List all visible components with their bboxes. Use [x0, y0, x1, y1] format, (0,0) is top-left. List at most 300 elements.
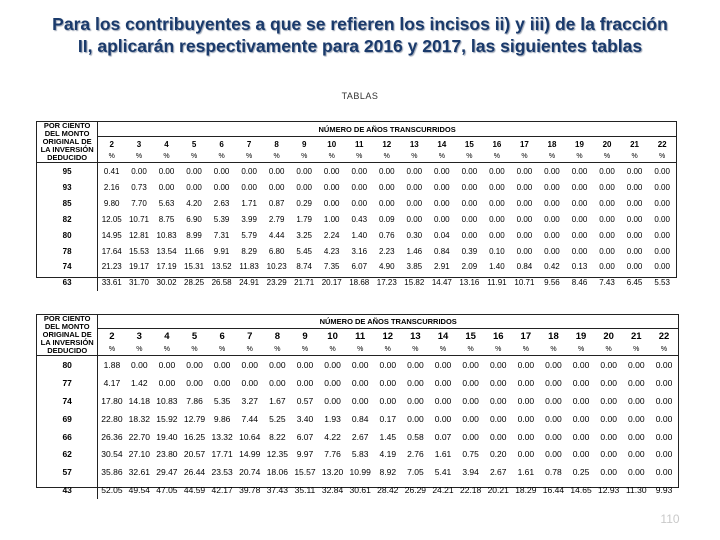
value-cell: 1.93: [324, 413, 341, 424]
value-cell: 6.80: [268, 246, 285, 256]
value-cell: 0.00: [626, 230, 643, 240]
value-cell: 0.00: [462, 413, 479, 424]
value-cell: 0.00: [489, 413, 507, 424]
unit-header: %: [540, 345, 568, 356]
value-cell: 0.00: [378, 182, 395, 192]
value-cell: 0.00: [655, 467, 673, 478]
value-cell: 0.00: [324, 378, 341, 389]
unit-header: %: [457, 345, 485, 356]
value-cell: 3.99: [241, 214, 257, 224]
value-cell: 8.29: [241, 246, 257, 256]
value-cell: 15.31: [184, 262, 205, 272]
value-cell: 0.00: [296, 182, 312, 192]
value-cell: 0.00: [545, 413, 562, 424]
value-cell: 0.00: [572, 378, 590, 389]
value-cell: 0.00: [407, 378, 424, 389]
table-row: [37, 481, 678, 499]
value-cell: 15.53: [128, 246, 150, 256]
unit-header: %: [567, 345, 595, 356]
year-header: 9: [302, 331, 308, 343]
value-cell: 0.00: [572, 431, 590, 442]
value-cell: 7.05: [407, 467, 424, 478]
value-cell: 2.09: [461, 262, 478, 272]
value-cell: 14.95: [101, 230, 122, 240]
value-cell: 0.00: [600, 395, 617, 406]
value-cell: 17.71: [211, 449, 233, 460]
year-header: 7: [246, 139, 252, 149]
value-cell: 30.54: [101, 449, 123, 460]
page-number: 110: [660, 512, 680, 526]
value-cell: 0.00: [489, 378, 507, 389]
year-header: 19: [575, 139, 584, 149]
year-header: 16: [492, 139, 502, 149]
value-cell: 0.00: [654, 182, 670, 192]
value-cell: 26.29: [404, 485, 427, 496]
value-cell: 37.43: [266, 485, 288, 496]
value-cell: 0.00: [241, 182, 257, 192]
value-cell: 23.80: [156, 449, 178, 460]
year-header: 9: [301, 139, 307, 149]
value-cell: 0.00: [461, 214, 478, 224]
pct-header-line: ORIGINAL DE: [42, 137, 92, 146]
value-cell: 0.00: [407, 395, 424, 406]
value-cell: 11.66: [184, 246, 204, 256]
value-cell: 0.00: [599, 166, 615, 176]
value-cell: 0.39: [461, 246, 478, 256]
value-cell: 0.00: [241, 378, 259, 389]
value-cell: 26.36: [101, 431, 123, 442]
value-cell: 24.21: [432, 485, 454, 496]
value-cell: 0.00: [351, 360, 369, 371]
pct-cell: 95: [37, 163, 98, 180]
value-cell: 0.00: [241, 166, 257, 176]
pct-header-line: POR CIENTO: [43, 315, 91, 323]
value-cell: 4.23: [323, 246, 340, 256]
table-row: [37, 275, 676, 291]
value-cell: 9.93: [655, 485, 673, 496]
value-cell: 4.20: [186, 198, 202, 208]
value-cell: 42.17: [211, 485, 233, 496]
value-cell: 5.25: [269, 413, 286, 424]
value-cell: 6.07: [296, 431, 314, 442]
pct-cell: 63: [37, 275, 98, 291]
value-cell: 0.00: [600, 467, 617, 478]
pct-cell: 62: [37, 445, 98, 463]
value-cell: 6.90: [186, 214, 202, 224]
value-cell: 0.00: [131, 360, 148, 371]
pct-column-header: [37, 122, 98, 163]
value-cell: 1.79: [296, 214, 312, 224]
value-cell: 4.44: [268, 230, 285, 240]
value-cell: 0.00: [545, 431, 562, 442]
year-header: 22: [658, 331, 670, 343]
unit-header: %: [566, 151, 594, 162]
value-cell: 8.75: [158, 214, 175, 224]
year-header: 20: [602, 139, 612, 149]
value-cell: 0.00: [351, 182, 368, 192]
value-cell: 0.00: [158, 378, 176, 389]
pct-cell: 74: [37, 392, 98, 410]
unit-header: %: [650, 345, 678, 356]
value-cell: 1.40: [351, 230, 368, 240]
unit-header: %: [263, 151, 291, 162]
value-cell: 0.30: [406, 230, 423, 240]
value-cell: 3.85: [406, 262, 423, 272]
value-cell: 27.10: [128, 449, 150, 460]
value-cell: 0.00: [296, 360, 314, 371]
unit-header: %: [456, 151, 484, 162]
value-cell: 0.00: [626, 182, 643, 192]
unit-header: %: [291, 345, 319, 356]
value-cell: 8.74: [296, 262, 312, 272]
year-header: 13: [409, 139, 419, 149]
depreciation-table-2017: [36, 314, 679, 496]
value-cell: 44.59: [183, 485, 206, 496]
unit-header: %: [236, 345, 264, 356]
value-cell: 0.00: [628, 467, 645, 478]
unit-header: %: [621, 151, 649, 162]
value-cell: 0.00: [516, 198, 533, 208]
value-cell: 5.79: [241, 230, 257, 240]
value-cell: 0.00: [406, 198, 423, 208]
value-cell: 8.22: [269, 431, 286, 442]
value-cell: 1.46: [406, 246, 423, 256]
value-cell: 0.00: [213, 182, 230, 192]
value-cell: 30.61: [349, 485, 371, 496]
value-cell: 0.20: [489, 449, 507, 460]
value-cell: 0.00: [517, 378, 535, 389]
value-cell: 2.79: [268, 214, 285, 224]
value-cell: 0.00: [351, 166, 368, 176]
value-cell: 4.17: [103, 378, 121, 389]
value-cell: 0.00: [434, 166, 450, 176]
value-cell: 0.00: [406, 182, 423, 192]
value-cell: 0.00: [517, 449, 535, 460]
value-cell: 0.41: [103, 166, 120, 176]
data-table: [37, 315, 678, 499]
value-cell: 0.07: [434, 431, 452, 442]
title-line-1: Para los contribuyentes a que se refieren los incisos ii) y iii) de la fracción: [52, 14, 668, 34]
value-cell: 0.00: [628, 395, 645, 406]
value-cell: 0.00: [572, 395, 590, 406]
value-cell: 0.00: [131, 166, 147, 176]
year-header: 10: [327, 139, 337, 149]
pct-header-line: DEDUCIDO: [47, 346, 88, 355]
value-cell: 0.00: [545, 360, 562, 371]
value-cell: 0.00: [654, 246, 670, 256]
value-cell: 6.45: [626, 278, 643, 288]
value-cell: 10.23: [266, 262, 287, 272]
value-cell: 0.00: [489, 166, 505, 176]
value-cell: 10.83: [156, 230, 177, 240]
unit-header: %: [264, 345, 292, 356]
unit-header: %: [402, 345, 430, 356]
unit-header: %: [345, 151, 373, 162]
value-cell: 13.54: [156, 246, 177, 256]
value-cell: 17.19: [156, 262, 177, 272]
table-row: [37, 211, 676, 227]
value-cell: 19.17: [128, 262, 150, 272]
value-cell: 0.00: [379, 395, 397, 406]
pct-cell: 80: [37, 227, 98, 243]
value-cell: 0.00: [378, 166, 395, 176]
unit-header: %: [373, 151, 401, 162]
value-cell: 0.00: [323, 198, 340, 208]
value-cell: 0.00: [654, 230, 670, 240]
value-cell: 0.00: [516, 230, 533, 240]
value-cell: 0.00: [517, 395, 535, 406]
year-header: 20: [603, 331, 614, 343]
unit-header: %: [595, 345, 623, 356]
value-cell: 47.05: [156, 485, 178, 496]
value-cell: 17.64: [101, 246, 122, 256]
value-cell: 0.00: [186, 166, 202, 176]
value-cell: 3.25: [296, 230, 312, 240]
value-cell: 0.17: [379, 413, 397, 424]
unit-header: %: [98, 345, 126, 356]
value-cell: 12.79: [183, 413, 206, 424]
value-cell: 1.00: [323, 214, 340, 224]
value-cell: 11.30: [625, 485, 647, 496]
value-cell: 0.00: [599, 262, 615, 272]
value-cell: 0.73: [131, 182, 147, 192]
value-cell: 0.00: [158, 182, 175, 192]
value-cell: 5.63: [158, 198, 175, 208]
pct-header-line: DEDUCIDO: [47, 153, 88, 162]
value-cell: 12.05: [101, 214, 122, 224]
value-cell: 15.57: [294, 467, 316, 478]
slide-title: [10, 13, 710, 57]
year-header: 6: [219, 139, 224, 149]
value-cell: 5.41: [434, 467, 452, 478]
value-cell: 0.00: [571, 246, 588, 256]
pct-cell: 77: [37, 374, 98, 392]
value-cell: 0.00: [544, 246, 560, 256]
years-group-header: NÚMERO DE AÑOS TRANSCURRIDOS: [98, 122, 676, 137]
value-cell: 14.47: [431, 278, 452, 288]
year-header: 2: [109, 139, 114, 149]
value-cell: 0.00: [462, 395, 479, 406]
year-header: 15: [465, 331, 476, 343]
value-cell: 0.00: [434, 360, 452, 371]
unit-header: %: [346, 345, 374, 356]
pct-cell: 93: [37, 179, 98, 195]
year-header: 2: [109, 331, 115, 343]
value-cell: 0.00: [186, 378, 203, 389]
value-cell: 10.99: [349, 467, 371, 478]
value-cell: 0.00: [654, 214, 670, 224]
value-cell: 0.00: [516, 214, 533, 224]
title-line-2: II, aplicarán respectivamente para 2016 y 2017, las siguientes tablas: [77, 36, 643, 56]
value-cell: 15.92: [156, 413, 178, 424]
value-cell: 0.00: [517, 413, 535, 424]
value-cell: 4.19: [379, 449, 397, 460]
unit-header: %: [153, 345, 181, 356]
value-cell: 2.24: [323, 230, 340, 240]
value-cell: 5.45: [296, 246, 312, 256]
value-cell: 0.00: [545, 378, 562, 389]
data-table: [37, 122, 676, 291]
value-cell: 3.27: [241, 395, 259, 406]
value-cell: 0.00: [571, 230, 588, 240]
unit-header: %: [235, 151, 263, 162]
value-cell: 28.42: [377, 485, 399, 496]
value-cell: 0.00: [434, 214, 450, 224]
value-cell: 0.00: [628, 413, 645, 424]
value-cell: 0.84: [516, 262, 533, 272]
value-cell: 0.00: [489, 395, 507, 406]
unit-header: %: [208, 345, 236, 356]
value-cell: 0.00: [268, 166, 285, 176]
pct-cell: 82: [37, 211, 98, 227]
value-cell: 3.94: [462, 467, 479, 478]
value-cell: 0.00: [628, 360, 645, 371]
value-cell: 0.00: [489, 214, 505, 224]
value-cell: 0.00: [516, 182, 533, 192]
year-header: 5: [191, 139, 197, 149]
year-header: 11: [355, 139, 364, 149]
value-cell: 0.00: [378, 198, 395, 208]
pct-header-line: DEL MONTO: [44, 129, 90, 138]
table-row: [37, 243, 676, 259]
pct-header-line: DEL MONTO: [44, 322, 90, 331]
pct-cell: 43: [37, 481, 98, 499]
value-cell: 0.00: [545, 449, 562, 460]
value-cell: 16.25: [183, 431, 206, 442]
years-group-header: NÚMERO DE AÑOS TRANSCURRIDOS: [98, 315, 678, 329]
value-cell: 0.00: [599, 214, 615, 224]
unit-header: %: [512, 345, 540, 356]
value-cell: 5.35: [213, 395, 231, 406]
value-cell: 0.00: [626, 262, 643, 272]
pct-cell: 69: [37, 410, 98, 428]
value-cell: 9.80: [103, 198, 120, 208]
pct-header-line: POR CIENTO: [43, 122, 91, 130]
unit-header: %: [181, 345, 209, 356]
value-cell: 0.00: [655, 360, 673, 371]
value-cell: 20.57: [183, 449, 206, 460]
value-cell: 0.00: [461, 166, 478, 176]
value-cell: 3.16: [351, 246, 368, 256]
value-cell: 8.92: [379, 467, 397, 478]
value-cell: 0.84: [434, 246, 450, 256]
value-cell: 13.16: [459, 278, 480, 288]
table-row: [37, 463, 678, 481]
value-cell: 0.00: [434, 413, 452, 424]
unit-header: %: [648, 151, 676, 162]
value-cell: 10.71: [128, 214, 150, 224]
value-cell: 0.00: [516, 246, 533, 256]
value-cell: 1.67: [269, 395, 286, 406]
value-cell: 0.00: [544, 166, 560, 176]
value-cell: 5.83: [351, 449, 369, 460]
value-cell: 0.00: [461, 230, 478, 240]
value-cell: 31.70: [128, 278, 150, 288]
year-header: 14: [437, 331, 449, 343]
value-cell: 0.00: [628, 431, 645, 442]
value-cell: 7.70: [131, 198, 147, 208]
year-header: 13: [410, 331, 421, 343]
value-cell: 0.00: [544, 230, 560, 240]
year-header: 7: [247, 331, 253, 343]
value-cell: 0.00: [406, 214, 423, 224]
value-cell: 18.29: [515, 485, 537, 496]
year-header: 19: [575, 331, 587, 343]
value-cell: 0.57: [296, 395, 314, 406]
value-cell: 4.22: [324, 431, 341, 442]
year-header: 4: [164, 139, 169, 149]
value-cell: 0.58: [407, 431, 424, 442]
value-cell: 28.25: [184, 278, 205, 288]
unit-header: %: [318, 151, 346, 162]
year-header: 14: [437, 139, 447, 149]
pct-cell: 80: [37, 356, 98, 375]
value-cell: 0.00: [545, 395, 562, 406]
value-cell: 49.54: [128, 485, 150, 496]
value-cell: 0.00: [213, 360, 231, 371]
value-cell: 2.91: [434, 262, 450, 272]
pct-header-line: LA INVERSIÓN: [40, 145, 94, 154]
year-header: 18: [547, 139, 557, 149]
unit-header: %: [125, 151, 153, 162]
value-cell: 0.00: [407, 413, 424, 424]
value-cell: 2.63: [213, 198, 230, 208]
value-cell: 0.00: [599, 246, 615, 256]
value-cell: 0.78: [545, 467, 562, 478]
value-cell: 0.29: [296, 198, 312, 208]
year-header: 12: [382, 139, 392, 149]
value-cell: 0.00: [158, 360, 176, 371]
value-cell: 23.29: [266, 278, 287, 288]
year-header: 3: [136, 331, 142, 343]
value-cell: 0.00: [269, 378, 286, 389]
value-cell: 0.00: [571, 198, 588, 208]
value-cell: 0.00: [489, 360, 507, 371]
value-cell: 0.10: [489, 246, 505, 256]
value-cell: 0.00: [407, 360, 424, 371]
value-cell: 0.00: [599, 198, 615, 208]
value-cell: 13.20: [321, 467, 344, 478]
value-cell: 20.21: [487, 485, 509, 496]
value-cell: 0.00: [434, 395, 452, 406]
value-cell: 0.04: [434, 230, 450, 240]
value-cell: 0.00: [489, 198, 505, 208]
value-cell: 0.84: [351, 413, 369, 424]
value-cell: 11.91: [487, 278, 507, 288]
value-cell: 0.00: [351, 378, 369, 389]
value-cell: 30.02: [156, 278, 177, 288]
value-cell: 2.67: [489, 467, 507, 478]
year-header: 18: [548, 331, 559, 343]
table-row: [37, 445, 678, 463]
value-cell: 2.76: [407, 449, 424, 460]
value-cell: 0.00: [516, 166, 533, 176]
value-cell: 0.00: [572, 413, 590, 424]
year-header: 17: [520, 331, 532, 343]
year-header: 10: [327, 331, 338, 343]
value-cell: 21.71: [294, 278, 315, 288]
pct-cell: 74: [37, 259, 98, 275]
value-cell: 0.00: [434, 182, 450, 192]
year-header: 8: [274, 331, 280, 343]
value-cell: 0.00: [654, 198, 670, 208]
value-cell: 0.00: [462, 431, 479, 442]
value-cell: 10.64: [239, 431, 261, 442]
unit-header: %: [290, 151, 318, 162]
value-cell: 2.16: [103, 182, 120, 192]
value-cell: 0.00: [600, 360, 617, 371]
unit-header: %: [428, 151, 456, 162]
